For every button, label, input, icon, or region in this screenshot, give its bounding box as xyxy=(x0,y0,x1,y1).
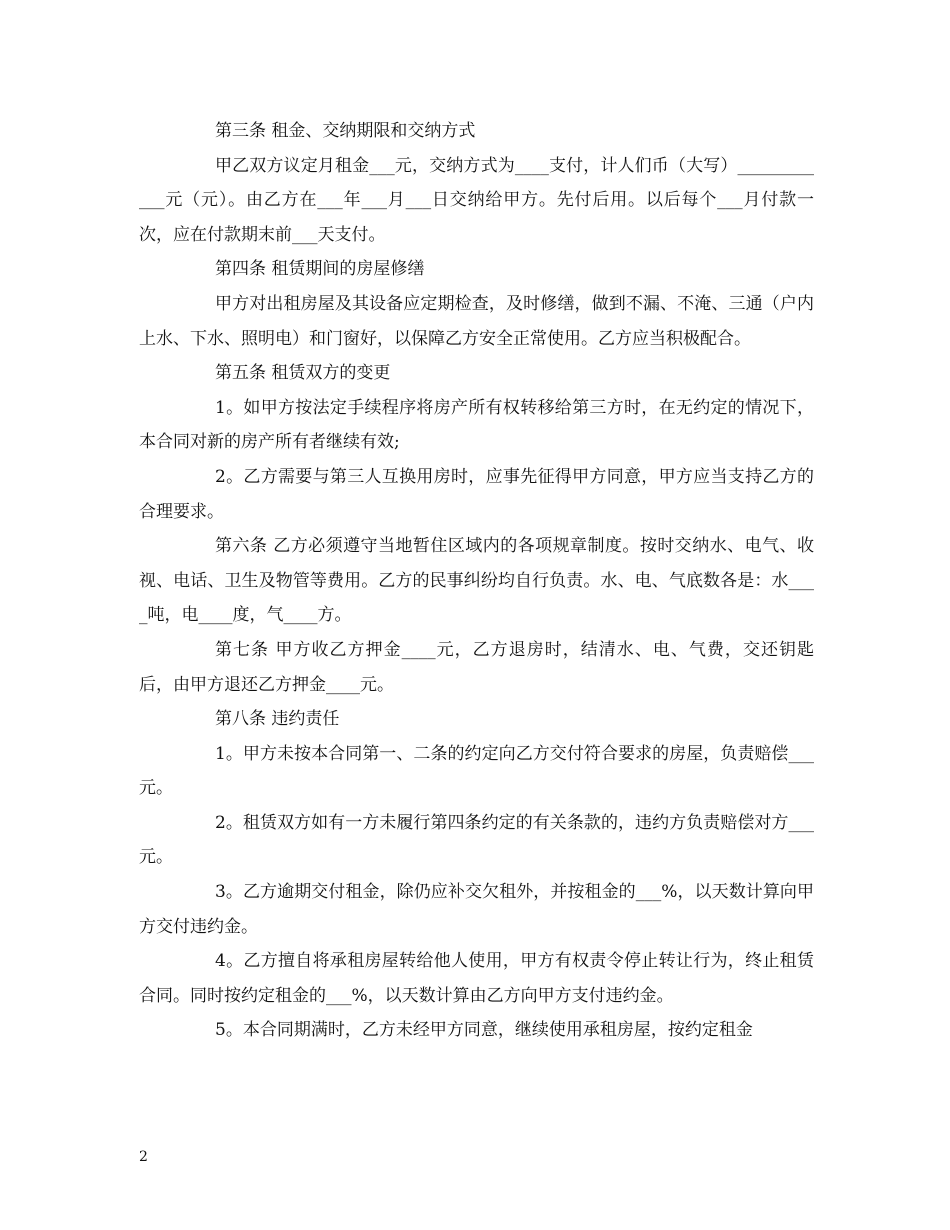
article-8-item-3: 3。乙方逾期交付租金，除仍应补交欠租外，并按租金的___%，以天数计算向甲方交付违约金。 xyxy=(139,882,814,937)
article-8-heading: 第八条 违约责任 xyxy=(215,709,340,730)
article-8-item-4: 4。乙方擅自将承租房屋转给他人使用，甲方有权责令停止转让行为，终止租赁合同。同时按约定租金的___%，以天数计算由乙方向甲方支付违约金。 xyxy=(139,951,814,1006)
page-number: 2 xyxy=(139,1149,148,1165)
article-3-heading: 第三条 租金、交纳期限和交纳方式 xyxy=(215,121,476,141)
article-8-item-1: 1。甲方未按本合同第一、二条的约定向乙方交付符合要求的房屋，负责赔偿___元。 xyxy=(139,743,814,799)
article-8-item-2: 2。租赁双方如有一方未履行第四条约定的有关条款的，违约方负责赔偿对方___元。 xyxy=(139,812,814,868)
article-8-item-5: 5。本合同期满时，乙方未经甲方同意，继续使用承租房屋，按约定租金 xyxy=(215,1020,753,1041)
article-7-paragraph: 第七条 甲方收乙方押金____元，乙方退房时，结清水、电、气费，交还钥匙后，由甲方退还乙方押金____元。 xyxy=(139,639,814,695)
article-5-item-1: 1。如甲方按法定手续程序将房产所有权转移给第三方时，在无约定的情况下，本合同对新的房产所有者继续有效; xyxy=(139,397,814,453)
article-4-heading: 第四条 租赁期间的房屋修缮 xyxy=(215,259,425,280)
document-body xyxy=(139,114,814,1048)
article-3-rent-paragraph: 甲乙双方议定月租金___元，交纳方式为____支付，计人们币（大写）____________元（元）。由乙方在___年___月___日交纳给甲方。先付后用。以后每个___月付款一次，应在付款期末前___天支付。 xyxy=(139,155,814,245)
article-4-repair-paragraph: 甲方对出租房屋及其设备应定期检查，及时修缮，做到不漏、不淹、三通（户内上水、下水、照明电）和门窗好，以保障乙方安全正常使用。乙方应当积极配合。 xyxy=(139,293,814,349)
article-5-heading: 第五条 租赁双方的变更 xyxy=(215,363,391,384)
article-6-paragraph: 第六条 乙方必须遵守当地暂住区域内的各项规章制度。按时交纳水、电气、收视、电话、卫生及物管等费用。乙方的民事纠纷均自行负责。水、电、气底数各是：水____吨，电____度，气____方。 xyxy=(139,536,814,626)
article-5-item-2: 2。乙方需要与第三人互换用房时，应事先征得甲方同意，甲方应当支持乙方的合理要求。 xyxy=(139,466,814,522)
